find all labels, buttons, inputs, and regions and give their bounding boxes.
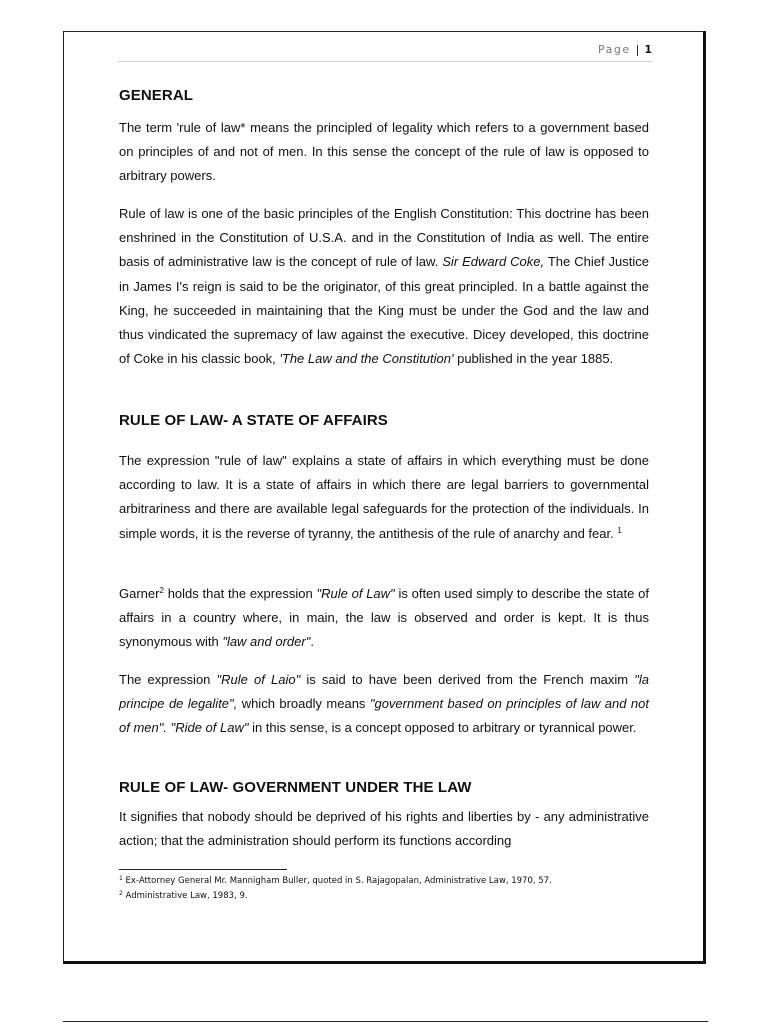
header-divider	[118, 61, 653, 62]
footnote-divider	[119, 869, 287, 870]
heading-government-under-law: RULE OF LAW- GOVERNMENT UNDER THE LAW	[119, 779, 472, 796]
paragraph-government-1: It signifies that nobody should be deprived of his rights and liberties by - any administrative action; that the administration should perform its functions according	[119, 809, 649, 849]
footnote-ref-1: 1	[617, 525, 622, 535]
next-page-edge	[63, 1021, 708, 1022]
page-number: 1	[644, 43, 652, 56]
paragraph-state-2: Garner$^2$ holds that the expression "Rule of Law" is often used simply to describe the state of affairs in a country where, in main, the law is observed and order is kept. It is thus synonymous with "law and order".	[119, 586, 649, 650]
footnote-2: $^2$ Administrative Law, 1983, 9.	[119, 890, 248, 901]
paragraph-state-1: The expression "rule of law" explains a state of affairs in which everything must be done according to law. It is a state of affairs in which there are legal barriers to governmental arbitrariness and there are available legal safeguards for the protection of the individuals. In simple words, it is the reverse of tyranny, the antithesis of the rule of anarchy and fear. $^1$	[119, 453, 649, 541]
footnote-1: $^1$ Ex-Attorney General Mr. Mannigham Buller, quoted in S. Rajagopalan, Administrative Law, 1970, 57.	[119, 875, 552, 886]
paragraph-general-2: Rule of law is one of the basic principles of the English Constitution: This doctrine has been enshrined in the Constitution of U.S.A. and in the Constitution of India as well. The entire basis of administrative law is the concept of rule of law. Sir Edward Coke, The Chief Justice in James I's reign is said to be the originator, of this great principled. In a battle against the King, he succeeded in maintaining that the King must be under the God and the law and thus vindicated the supremacy of law against the executive. Dicey developed, this doctrine of Coke in his classic book, 'The Law and the Constitution' published in the year 1885.	[119, 206, 649, 367]
heading-general: GENERAL	[119, 87, 194, 104]
paragraph-state-3: The expression "Rule of Laio" is said to have been derived from the French maxim "la principe de legalite", which broadly means "government based on principles of law and not of men". "Ride of Law" in this sense, is a concept opposed to arbitrary or tyrannical power.	[119, 672, 649, 736]
footnote-ref-2: 2	[159, 586, 164, 595]
heading-state-of-affairs: RULE OF LAW- A STATE OF AFFAIRS	[119, 412, 388, 429]
page-label: Page	[597, 43, 631, 56]
paragraph-general-1: The term 'rule of law* means the principled of legality which refers to a government based on principles of and not of men. In this sense the concept of the rule of law is opposed to arbitrary powers.	[119, 120, 649, 184]
page-number-header: Page | 1	[597, 43, 652, 56]
